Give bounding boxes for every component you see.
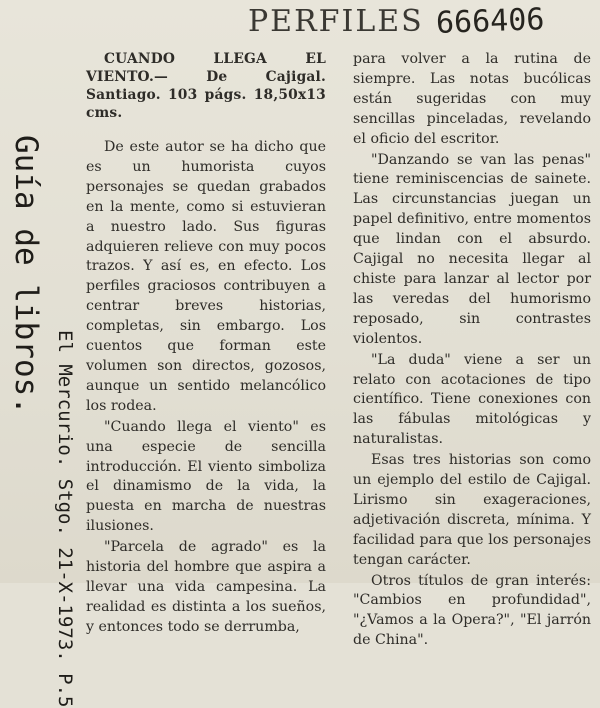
article-column-1 [86, 50, 326, 638]
paragraph-continuation: para volver a la rutina de siempre. Las notas bucólicas están sugeridas con muy sencillas pinceladas, revelando el oficio del escritor. [353, 51, 591, 147]
paragraph: "Danzando se van las penas" tiene reminiscencias de sainete. Las circunstancias juegan un papel definitivo, entre momentos que lindan con el absurdo. Cajigal no necesita llegar al chiste para lanzar al lector por las veredas del humorismo reposado, sin contrastes violentos. [353, 151, 591, 347]
paragraph: De este autor se ha dicho que es un humorista cuyos personajes se quedan grabados en la mente, como si estuvieran a nuestro lado. Sus figuras adquieren relieve con muy pocos trazos. Y así es, en efecto. Los perfiles graciosos contribuyen a centrar breves historias, completas, sin embargo. Los cuentos que forman este volumen son directos, gozosos, aunque un sentido melancólico los rodea. [86, 139, 326, 414]
paragraph: "Cuando llega el viento" es una especie de sencilla introducción. El viento simboliza el dinamismo de la vida, la puesta en marcha de nuestras ilusiones. [86, 418, 326, 535]
section-header: PERFILES [248, 4, 424, 39]
paragraph: "Parcela de agrado" es la historia del hombre que aspira a llevar una vida campesina. La realidad es distinta a los sueños, y entonces todo se derrumba, [86, 539, 326, 635]
paragraph: Otros títulos de gran interés: "Cambios en profundidad", "¿Vamos a la Opera?", "El jarrón de China". [353, 572, 591, 649]
book-title: CUANDO LLEGA EL VIENTO.— De Cajigal. Santiago. 103 págs. 18,50x13 cms. [86, 51, 326, 121]
margin-note-left: Guía de libros. [8, 135, 44, 415]
article-column-2 [353, 50, 591, 651]
handwritten-catalog-number: 666406 [435, 2, 545, 41]
paragraph: "La duda" viene a ser un relato con acotaciones de tipo científico. Tiene conexiones con las fábulas mitológicas y naturalistas. [353, 351, 591, 448]
margin-note-source: El Mercurio. Stgo. 21-X-1973. P.5 [54, 330, 76, 708]
paragraph: Esas tres historias son como un ejemplo del estilo de Cajigal. Lirismo sin exageraciones, adjetivación discreta, mínima. Y facilidad para que los personajes tengan carácter. [353, 452, 591, 568]
